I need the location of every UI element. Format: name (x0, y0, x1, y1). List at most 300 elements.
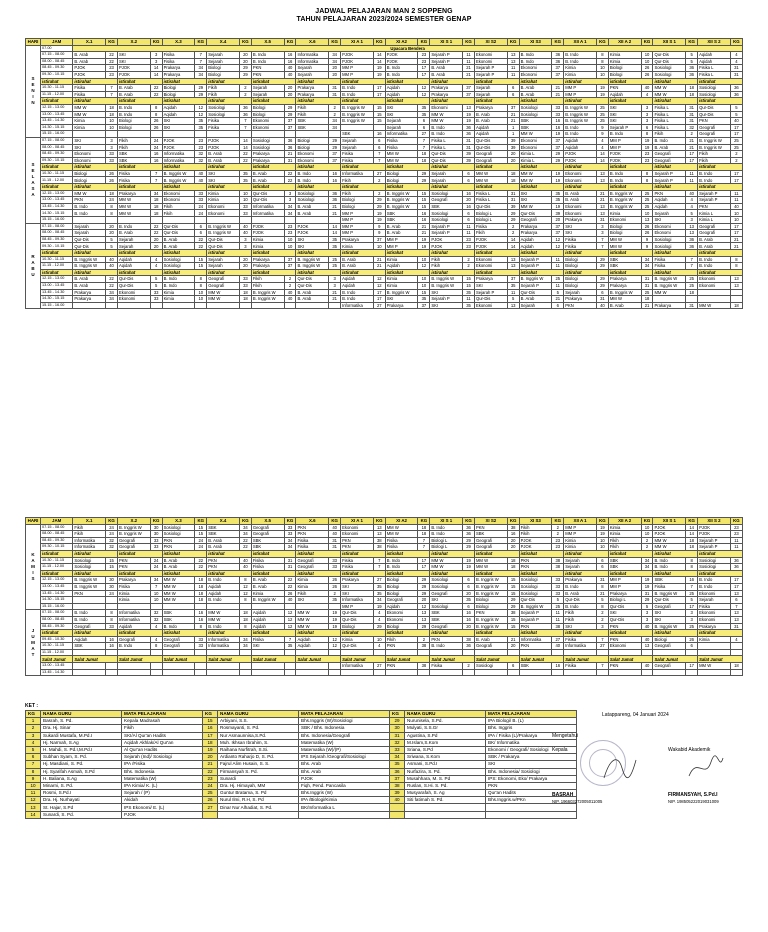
subject-cell: Qur-Dis (698, 111, 731, 118)
istirahat-cell: istirahat (73, 78, 118, 85)
istirahat-cell: istirahat (698, 630, 743, 637)
teacher-code-cell: 12 (418, 263, 430, 270)
subject-cell: Aqidah (698, 58, 731, 65)
subject-cell: Fikih (564, 610, 597, 617)
schedule-row (26, 623, 743, 630)
subject-cell: Fisika L (430, 144, 463, 151)
subject-cell (653, 649, 686, 656)
subject-cell: B. Arab (385, 223, 418, 230)
istirahat-cell: istirahat (519, 184, 564, 191)
istirahat-cell: istirahat (117, 98, 162, 105)
teacher-code-cell: 22 (239, 157, 251, 164)
teacher-code-cell: 17 (730, 177, 742, 184)
teacher-code-cell: 19 (463, 111, 475, 118)
teacher-code-cell: 37 (284, 118, 296, 125)
subject-cell: B. Arab (519, 85, 552, 92)
subject-cell: Fikih (430, 263, 463, 270)
subject-cell: Kimia L (519, 151, 552, 158)
teacher-code-cell: 34 (329, 58, 341, 65)
subject-cell: MM W (296, 616, 329, 623)
teacher-code-cell: 34 (641, 263, 653, 270)
subject-cell: MM W (653, 85, 686, 92)
subject-cell: B. Arab (474, 636, 507, 643)
teacher-code-cell: 35 (552, 190, 564, 197)
teacher-code-cell: 10 (418, 282, 430, 289)
teacher-code-cell: 35 (284, 643, 296, 650)
document-subtitle: TAHUN PELAJARAN 2023/2024 SEMESTER GENAP (296, 16, 472, 23)
teacher-code-cell: 36 (730, 557, 742, 564)
subject-cell: B. Inggris W (564, 111, 597, 118)
subject-cell: Ekonomi (519, 71, 552, 78)
teacher-code-cell: 37 (418, 302, 430, 309)
teacher-code-cell: 17 (730, 131, 742, 138)
subject-cell (698, 669, 731, 676)
teacher-subject: BK/ Informatika (486, 739, 577, 746)
teacher-code-cell: 16 (284, 58, 296, 65)
subject-cell: Sejarah (251, 85, 284, 92)
teacher-code-cell: 22 (106, 58, 118, 65)
subject-cell: Sosiologi (698, 91, 731, 98)
teacher-name (405, 804, 486, 811)
subject-cell: SBK (385, 217, 418, 224)
subject-cell: Sejarah P (519, 282, 552, 289)
istirahat-cell: istirahat (162, 164, 207, 171)
subject-cell: Qur-Dis (73, 243, 106, 250)
subject-cell: Kimia (117, 597, 150, 604)
subject-cell: Informatika (207, 643, 240, 650)
teacher-code-cell: 3 (686, 610, 698, 617)
schedule-row (26, 164, 743, 171)
istirahat-cell: istirahat (251, 570, 296, 577)
teacher-code-cell: 17 (730, 583, 742, 590)
key-row (26, 804, 577, 811)
teacher-code-cell: 8 (239, 623, 251, 630)
time-cell: 14.30 - 15.15 (41, 296, 73, 303)
subject-cell (207, 131, 240, 138)
subject-cell: PJOK (117, 71, 150, 78)
teacher-name: Mulyati, S.S.Gr (405, 725, 486, 732)
istirahat-cell: istirahat (117, 550, 162, 557)
teacher-code-cell: 18 (418, 524, 430, 531)
subject-cell: B. Indo (385, 564, 418, 571)
subject-cell: B. Inggris W (430, 282, 463, 289)
subject-cell: Prakarya (341, 236, 374, 243)
subject-cell: Prakarya (564, 577, 597, 584)
subject-cell: Fisika (653, 263, 686, 270)
time-cell: 11.15 - 12.00 (41, 177, 73, 184)
subject-cell: SKI (207, 177, 240, 184)
subject-cell: Qur-Dis (653, 58, 686, 65)
teacher-code-cell: 19 (641, 137, 653, 144)
subject-cell: Fisika (564, 636, 597, 643)
schedule-row (26, 45, 743, 52)
teacher-code-cell: 27 (373, 663, 385, 670)
subject-cell (73, 597, 106, 604)
subject-cell: PKN (73, 590, 106, 597)
teacher-subject: SKI (486, 761, 577, 768)
teacher-code-cell: 40 (641, 636, 653, 643)
teacher-code-cell: 12 (284, 623, 296, 630)
subject-cell: SBK (251, 537, 284, 544)
teacher-code-cell: 35 (195, 118, 207, 125)
teacher-code-cell (463, 649, 475, 656)
teacher-code-cell: 16 (329, 177, 341, 184)
istirahat-cell: istirahat (385, 184, 430, 191)
schedule-row (26, 124, 743, 131)
teacher-code-cell: 13 (596, 170, 608, 177)
subject-cell: Kimia (608, 531, 641, 538)
subject-cell: B. Arab (207, 151, 240, 158)
subject-cell (117, 603, 150, 610)
teacher-code-cell: 24 (150, 144, 162, 151)
teacher-code-cell: 5 (641, 603, 653, 610)
subject-cell: Sejarah P (430, 296, 463, 303)
subject-cell: MM W (73, 190, 106, 197)
subject-cell: SKI (608, 610, 641, 617)
teacher-code-cell: 38 (552, 564, 564, 571)
column-header: HARI (26, 518, 41, 525)
subject-cell: Aqidah (474, 131, 507, 138)
subject-cell: Fisika L (653, 111, 686, 118)
subject-cell: Fisika (341, 151, 374, 158)
teacher-code-cell: 12 (418, 603, 430, 610)
teacher-code-cell: 26 (150, 118, 162, 125)
subject-cell: B. Inggris W (564, 104, 597, 111)
teacher-code-cell: 40 (641, 623, 653, 630)
subject-cell: Fikih (698, 157, 731, 164)
column-header: KG (373, 39, 385, 46)
subject-cell: Aqidah (519, 236, 552, 243)
teacher-code-cell: 3 (596, 623, 608, 630)
teacher-code-cell: 7 (195, 52, 207, 59)
subject-cell: Kimia (608, 58, 641, 65)
subject-cell: MM P (341, 603, 374, 610)
teacher-code-cell: 5 (106, 236, 118, 243)
subject-cell: Sosiologi (430, 190, 463, 197)
teacher-code-cell: 3 (641, 104, 653, 111)
teacher-code-cell: 37 (463, 85, 475, 92)
teacher-key-table (25, 710, 577, 819)
subject-cell: SBK (608, 256, 641, 263)
subject-cell: B. Arab (207, 157, 240, 164)
teacher-code-cell: 36 (329, 197, 341, 204)
teacher-code-cell: 2 (552, 531, 564, 538)
teacher-code-cell: 40 (284, 289, 296, 296)
teacher-code-cell: 16 (552, 118, 564, 125)
time-cell: 11.15 - 12.00 (41, 91, 73, 98)
key-code: 4 (26, 739, 41, 746)
subject-cell: Biologi (117, 118, 150, 125)
column-header: XI S2 (474, 39, 507, 46)
subject-cell: B. Inggris W (207, 223, 240, 230)
subject-cell: SKI (608, 104, 641, 111)
subject-cell: MM W (117, 197, 150, 204)
subject-cell: Ekonomi (117, 289, 150, 296)
column-header: KG (552, 518, 564, 525)
teacher-code-cell: 7 (373, 564, 385, 571)
time-cell: 15.15 - 16.00 (41, 302, 73, 309)
subject-cell: B. Arab (430, 71, 463, 78)
subject-cell: Biologi L (430, 544, 463, 551)
teacher-code-cell: 36 (463, 124, 475, 131)
teacher-code-cell: 22 (284, 583, 296, 590)
subject-cell: MM W (608, 236, 641, 243)
subject-cell: SBK (251, 544, 284, 551)
istirahat-cell: istirahat (608, 269, 653, 276)
subject-cell: Kimia (564, 544, 597, 551)
time-cell: 13.00 - 13.45 (41, 111, 73, 118)
subject-cell: MM W (608, 243, 641, 250)
subject-cell: B. Inggris W (296, 256, 329, 263)
teacher-code-cell: 20 (507, 151, 519, 158)
teacher-code-cell: 22 (284, 170, 296, 177)
istirahat-cell: istirahat (251, 78, 296, 85)
time-cell: 11.15 - 12.00 (41, 564, 73, 571)
subject-cell: B. Inggris W (341, 111, 374, 118)
teacher-code-cell: 17 (418, 557, 430, 564)
istirahat-cell: istirahat (41, 550, 73, 557)
teacher-code-cell: 3 (686, 616, 698, 623)
salat-jumat-cell: Salat Jumat (608, 656, 653, 663)
teacher-code-cell: 29 (284, 104, 296, 111)
column-header: X.3 (162, 518, 195, 525)
teacher-code-cell: 29 (507, 217, 519, 224)
teacher-code-cell: 37 (284, 256, 296, 263)
teacher-code-cell: 2 (463, 263, 475, 270)
teacher-code-cell: 35 (418, 111, 430, 118)
key-row (26, 761, 577, 768)
teacher-code-cell: 38 (507, 610, 519, 617)
subject-cell: Sosiologi (430, 583, 463, 590)
schedule-row (26, 590, 743, 597)
teacher-code-cell: 23 (418, 52, 430, 59)
teacher-code-cell (329, 603, 341, 610)
subject-cell: Prakarya (608, 276, 641, 283)
teacher-code-cell: 22 (284, 577, 296, 584)
subject-cell (564, 669, 597, 676)
subject-cell: Fisika (73, 85, 106, 92)
teacher-code-cell: 15 (463, 282, 475, 289)
istirahat-cell: istirahat (564, 184, 609, 191)
schedule-row (26, 78, 743, 85)
subject-cell: B. Arab (653, 144, 686, 151)
teacher-code-cell: 23 (463, 236, 475, 243)
teacher-code-cell: 14 (329, 230, 341, 237)
time-cell: 14.30 - 15.15 (41, 124, 73, 131)
teacher-code-cell: 29 (239, 71, 251, 78)
teacher-code-cell: 23 (418, 58, 430, 65)
subject-cell: MM W (430, 118, 463, 125)
subject-cell: B. Arab (251, 177, 284, 184)
istirahat-cell: istirahat (117, 164, 162, 171)
istirahat-cell: istirahat (296, 184, 341, 191)
teacher-code-cell: 33 (150, 544, 162, 551)
teacher-code-cell: 4 (686, 197, 698, 204)
teacher-code-cell: 29 (373, 623, 385, 630)
teacher-code-cell: 19 (329, 616, 341, 623)
subject-cell: MM W (474, 170, 507, 177)
teacher-code-cell: 19 (418, 243, 430, 250)
teacher-code-cell: 34 (284, 210, 296, 217)
document-title: JADWAL PELAJARAN MAN 2 SOPPENG (315, 8, 453, 15)
istirahat-cell: istirahat (117, 570, 162, 577)
teacher-code-cell: 10 (106, 124, 118, 131)
subject-cell: Fisika L (430, 137, 463, 144)
schedule-row (26, 630, 743, 637)
time-cell: 12.15 - 13.00 (41, 276, 73, 283)
teacher-code-cell: 11 (463, 230, 475, 237)
key-code: 10 (26, 782, 41, 789)
teacher-code-cell: 26 (106, 177, 118, 184)
teacher-code-cell: 21 (507, 118, 519, 125)
istirahat-cell: istirahat (162, 570, 207, 577)
teacher-code-cell: 9 (373, 223, 385, 230)
subject-cell: B. Indo (385, 557, 418, 564)
teacher-code-cell: 8 (641, 177, 653, 184)
subject-cell: MM P (564, 531, 597, 538)
teacher-code-cell: 22 (106, 52, 118, 59)
subject-cell: B. Inggris W (207, 230, 240, 237)
subject-cell: B. Arab (519, 91, 552, 98)
teacher-code-cell: 19 (552, 203, 564, 210)
teacher-code-cell: 13 (373, 531, 385, 538)
column-header: KG (552, 39, 564, 46)
column-header: KG (641, 39, 653, 46)
teacher-code-cell: 31 (686, 104, 698, 111)
istirahat-cell: istirahat (41, 570, 73, 577)
subject-cell: Kimia (385, 256, 418, 263)
salat-jumat-cell: Salat Jumat (207, 656, 252, 663)
teacher-subject: IPS Ekonomi/ E. (L) (122, 804, 203, 811)
teacher-subject: Matematika (W) (122, 775, 203, 782)
teacher-code-cell: 36 (329, 190, 341, 197)
teacher-code-cell: 20 (239, 263, 251, 270)
teacher-code-cell: 11 (552, 282, 564, 289)
istirahat-cell: istirahat (296, 98, 341, 105)
teacher-code-cell: 3 (641, 111, 653, 118)
subject-cell: SKI (519, 190, 552, 197)
subject-cell: B. Inggris W (474, 583, 507, 590)
column-header: X.4 (207, 39, 240, 46)
teacher-code-cell: 20 (463, 590, 475, 597)
teacher-code-cell: 29 (418, 170, 430, 177)
schedule-row (26, 564, 743, 571)
istirahat-cell: istirahat (698, 269, 743, 276)
istirahat-cell: istirahat (653, 570, 698, 577)
subject-cell: SKI (519, 197, 552, 204)
istirahat-cell: istirahat (519, 250, 564, 257)
subject-cell: SKI (251, 643, 284, 650)
subject-cell: B. Indo (341, 91, 374, 98)
teacher-code-cell: 40 (641, 663, 653, 670)
teacher-code-cell (730, 296, 742, 303)
subject-cell: B. Inggris W (608, 203, 641, 210)
subject-cell: B. Indo (608, 170, 641, 177)
schedule-row (26, 151, 743, 158)
subject-cell: Ekonomi (564, 203, 597, 210)
teacher-code-cell: 25 (641, 190, 653, 197)
subject-cell: MM W (653, 544, 686, 551)
teacher-code-cell: 27 (373, 577, 385, 584)
teacher-code-cell: 16 (686, 577, 698, 584)
subject-cell: Qur-Dis (430, 157, 463, 164)
subject-cell: Ekonomi (296, 157, 329, 164)
teacher-code-cell (730, 669, 742, 676)
subject-cell: Fikih (608, 544, 641, 551)
istirahat-cell: istirahat (207, 250, 252, 257)
subject-cell: Fikih (385, 636, 418, 643)
subject-cell: SKI (653, 616, 686, 623)
teacher-code-cell: 19 (373, 217, 385, 224)
istirahat-cell: istirahat (653, 550, 698, 557)
subject-cell: Sosiologi (698, 85, 731, 92)
istirahat-cell: istirahat (519, 78, 564, 85)
subject-cell: Aqidah (251, 610, 284, 617)
teacher-code-cell: 4 (730, 52, 742, 59)
subject-cell: Prakarya (251, 256, 284, 263)
signature-left-scribble (600, 748, 640, 788)
teacher-code-cell: 37 (552, 71, 564, 78)
teacher-code-cell: 13 (596, 210, 608, 217)
teacher-code-cell: 21 (596, 590, 608, 597)
teacher-code-cell: 29 (507, 603, 519, 610)
subject-cell: MM P (564, 524, 597, 531)
teacher-subject: Bhs.Inggris.w/PKn (486, 797, 577, 804)
time-cell: 08.45 - 09.30 (41, 623, 73, 630)
subject-cell: Geografi (117, 537, 150, 544)
schedule-row (26, 296, 743, 303)
subject-cell: B. Indo (653, 557, 686, 564)
teacher-code-cell: 40 (730, 203, 742, 210)
teacher-code-cell: 31 (507, 197, 519, 204)
day-label-rabu: R A B U (26, 223, 41, 309)
subject-cell: Prakarya (430, 91, 463, 98)
subject-cell: Fikih (430, 256, 463, 263)
schedule-row (26, 616, 743, 623)
teacher-code-cell: 8 (106, 210, 118, 217)
teacher-code-cell: 23 (106, 71, 118, 78)
teacher-code-cell: 13 (686, 223, 698, 230)
teacher-code-cell: 36 (730, 85, 742, 92)
subject-cell: PKN (296, 524, 329, 531)
teacher-code-cell: 32 (195, 157, 207, 164)
teacher-code-cell: 4 (373, 610, 385, 617)
teacher-code-cell: 20 (150, 243, 162, 250)
teacher-code-cell: 29 (552, 157, 564, 164)
teacher-code-cell: 25 (552, 603, 564, 610)
teacher-code-cell: 13 (730, 610, 742, 617)
subject-cell (117, 663, 150, 670)
subject-cell (564, 649, 597, 656)
teacher-code-cell: 10 (239, 197, 251, 204)
teacher-code-cell: 38 (373, 537, 385, 544)
key-row (26, 782, 577, 789)
column-header: JAM (41, 39, 73, 46)
key-code: 12 (26, 797, 41, 804)
teacher-name: Dra. Hj. Himayah, MM (218, 782, 299, 789)
key-code: 19 (203, 746, 218, 753)
subject-cell (162, 603, 195, 610)
subject-cell: B. Indo (653, 564, 686, 571)
teacher-code-cell: 2 (507, 223, 519, 230)
teacher-code-cell (150, 669, 162, 676)
teacher-code-cell: 31 (730, 65, 742, 72)
subject-cell: PKN (162, 537, 195, 544)
subject-cell: Sejarah P (430, 230, 463, 237)
subject-cell: Prakarya (73, 289, 106, 296)
schedule-row (26, 71, 743, 78)
key-code: 27 (203, 804, 218, 811)
